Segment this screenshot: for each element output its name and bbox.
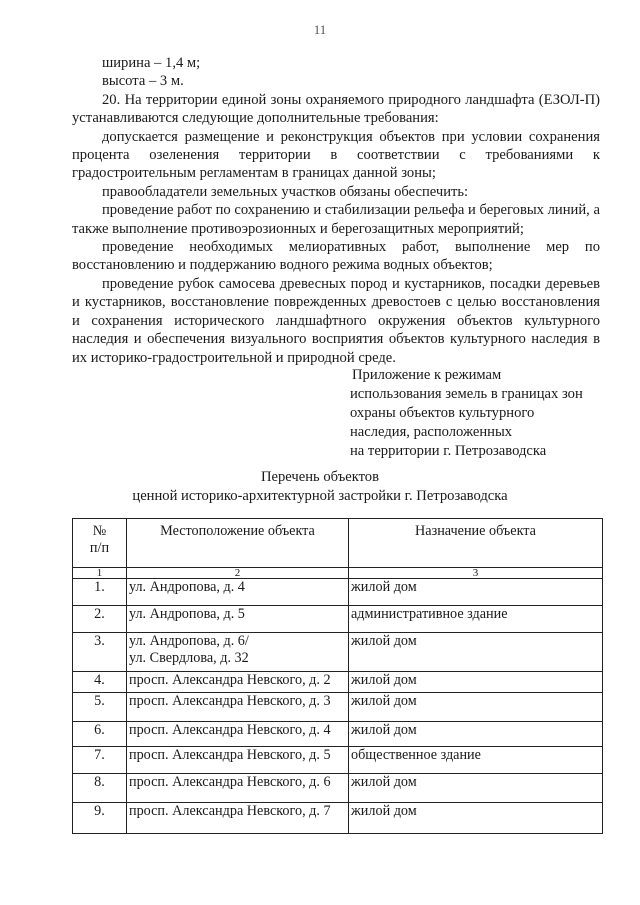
row-purpose: жилой дом xyxy=(349,803,603,834)
row-number: 9. xyxy=(73,803,127,834)
row-purpose: жилой дом xyxy=(349,722,603,747)
paragraph: ширина – 1,4 м; xyxy=(102,55,201,71)
row-location: просп. Александра Невского, д. 7 xyxy=(127,803,349,834)
appendix-line: на территории г. Петрозаводска xyxy=(350,443,547,459)
page-number: 11 xyxy=(313,22,327,37)
table-row xyxy=(73,803,603,834)
row-purpose: общественное здание xyxy=(349,747,603,774)
row-location: ул. Андропова, д. 6/ ул. Свердлова, д. 32 xyxy=(127,633,349,672)
column-index: 2 xyxy=(127,568,349,579)
appendix-line: Приложение к режимам xyxy=(352,367,502,383)
list-title-line2: ценной историко-архитектурной застройки г. Петрозаводска xyxy=(132,488,508,504)
table-row xyxy=(73,747,603,774)
appendix-line: охраны объектов культурного xyxy=(350,405,535,421)
row-purpose: жилой дом xyxy=(349,774,603,803)
appendix-line: наследия, расположенных xyxy=(350,424,513,440)
row-number: 7. xyxy=(73,747,127,774)
row-purpose: жилой дом xyxy=(349,579,603,606)
paragraph: высота – 3 м. xyxy=(102,73,184,90)
table-row xyxy=(73,722,603,747)
column-index-row xyxy=(73,568,603,579)
paragraph: проведение работ по сохранению и стабилизации рельефа и береговых линий, а также выполнение противоэрозионных и берегозащитных мероприятий; xyxy=(72,202,600,237)
row-number: 1. xyxy=(73,579,127,606)
row-number: 6. xyxy=(73,722,127,747)
row-number: 4. xyxy=(73,672,127,693)
row-purpose: административное здание xyxy=(349,606,603,633)
row-location: просп. Александра Невского, д. 4 xyxy=(127,722,349,747)
row-number: 8. xyxy=(73,774,127,803)
table-row xyxy=(73,693,603,722)
objects-table xyxy=(72,518,603,834)
list-title xyxy=(0,468,640,506)
paragraph: 20. На территории единой зоны охраняемого природного ландшафта (ЕЗОЛ-П) устанавливаются следующие дополнительные требования: xyxy=(72,91,600,127)
paragraph: правообладатели земельных участков обязаны обеспечить: xyxy=(102,183,469,200)
table-row xyxy=(73,774,603,803)
column-index: 1 xyxy=(73,568,127,579)
list-title-line1: Перечень объектов xyxy=(260,469,379,485)
header-location: Местоположение объекта xyxy=(127,519,349,568)
appendix-line: использования земель в границах зон xyxy=(350,386,583,402)
header-purpose: Назначение объекта xyxy=(349,519,603,568)
row-number: 2. xyxy=(73,606,127,633)
paragraph: проведение рубок самосева древесных пород и кустарников, посадки деревьев и кустарников, восстановление поврежденных древостоев с целью восстановления и сохранения исторического ландшафтного окружения объектов культурного наследия и обеспечения визуального восприятия объектов культурного наследия в их историко-градостроительной и природной среде. xyxy=(72,275,600,366)
header-num: № п/п xyxy=(73,519,127,568)
row-purpose: жилой дом xyxy=(349,633,603,672)
row-location: просп. Александра Невского, д. 6 xyxy=(127,774,349,803)
table-header-row xyxy=(73,519,603,568)
appendix-note xyxy=(350,366,620,461)
table-row xyxy=(73,606,603,633)
row-number: 5. xyxy=(73,693,127,722)
row-location: ул. Андропова, д. 5 xyxy=(127,606,349,633)
row-location: просп. Александра Невского, д. 5 xyxy=(127,747,349,774)
row-location: просп. Александра Невского, д. 2 xyxy=(127,672,349,693)
paragraph: допускается размещение и реконструкция объектов при условии сохранения процента озеленения территории в соответствии с требованиями к градостроительным регламентам в границах данной зоны; xyxy=(72,128,600,182)
paragraph: проведение необходимых мелиоративных работ, выполнение мер по восстановлению и поддержанию водного режима водных объектов; xyxy=(72,239,600,274)
document-body xyxy=(72,54,600,367)
row-location: ул. Андропова, д. 4 xyxy=(127,579,349,606)
row-location: просп. Александра Невского, д. 3 xyxy=(127,693,349,722)
table-row xyxy=(73,579,603,606)
row-number: 3. xyxy=(73,633,127,672)
table-row xyxy=(73,672,603,693)
column-index: 3 xyxy=(349,568,603,579)
row-purpose: жилой дом xyxy=(349,693,603,722)
row-purpose: жилой дом xyxy=(349,672,603,693)
table-row xyxy=(73,633,603,672)
